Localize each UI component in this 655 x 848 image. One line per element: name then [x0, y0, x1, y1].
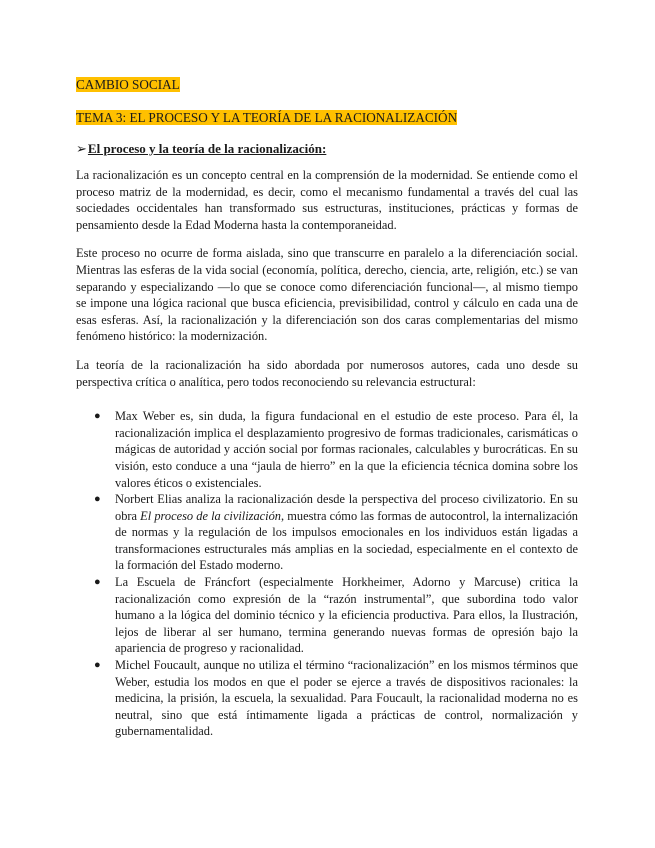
- paragraph-2: Este proceso no ocurre de forma aislada, sino que transcurre en paralelo a la diferenciación social. Mientras las esferas de la vida social (economía, política, derecho, ciencia, arte, religión, etc.) se van separando y especializando —lo que se conoce como diferenciación funcional—, al mismo tiempo se impone una lógica racional que busca eficiencia, previsibilidad, control y cálculo en cada una de esas esferas. Así, la racionalización y la diferenciación son dos caras complementarias del mismo fenómeno histórico: la modernización.: [76, 246, 578, 344]
- section-heading-text: El proceso y la teoría de la racionalización:: [87, 141, 327, 156]
- topic-title-text: TEMA 3: EL PROCESO Y LA TEORÍA DE LA RACIONALIZACIÓN: [76, 110, 458, 125]
- bullet-dot-icon: ●: [94, 576, 101, 589]
- section-heading: [76, 140, 578, 157]
- bullet-dot-icon: ●: [94, 659, 101, 672]
- bullet-dot-icon: ●: [94, 493, 101, 506]
- book-title: El proceso de la civilización: [140, 508, 281, 523]
- list-item-text-before: Norbert Elias analiza la racionalización desde la perspectiva del proceso civilizatorio. En su obra: [115, 492, 578, 523]
- list-item-text: La Escuela de Fráncfort (especialmente Horkheimer, Adorno y Marcuse) critica la racionalización como expresión de la “razón instrumental”, que subordina todo valor humano a la lógica del dominio técnico y la eficiencia productiva. Para ellos, la Ilustración, lejos de liberar al ser humano, termina generando nuevas formas de opresión bajo la apariencia de progreso y racionalidad.: [115, 575, 578, 656]
- document-page: [76, 76, 578, 740]
- bullet-dot-icon: ●: [94, 410, 101, 423]
- authors-list: [76, 408, 578, 740]
- topic-title: [76, 109, 578, 126]
- paragraph-3: La teoría de la racionalización ha sido abordada por numerosos autores, cada uno desde su perspectiva crítica o analítica, pero todos reconociendo su relevancia estructural:: [76, 357, 578, 389]
- list-item-elias: [76, 491, 578, 574]
- list-item-frankfurt: [76, 574, 578, 657]
- course-title: [76, 76, 578, 93]
- arrow-bullet-icon: ➢: [76, 141, 87, 156]
- course-title-text: CAMBIO SOCIAL: [76, 77, 180, 92]
- list-item-text: Michel Foucault, aunque no utiliza el término “racionalización” en los mismos términos que Weber, estudia los modos en que el poder se ejerce a través de dispositivos racionales: la medicina, la prisión, la escuela, la sexualidad. Para Foucault, la racionalidad moderna no es neutral, sino que está íntimamente ligada a prácticas de control, normalización y gubernamentalidad.: [115, 658, 578, 739]
- list-item-foucault: [76, 657, 578, 740]
- paragraph-1: La racionalización es un concepto central en la comprensión de la modernidad. Se entiende como el proceso matriz de la modernidad, es decir, como el mecanismo fundamental a través del cual las sociedades occidentales han transformado sus estructuras, instituciones, prácticas y formas de pensamiento desde la Edad Moderna hasta la contemporaneidad.: [76, 168, 578, 232]
- list-item-text-after: , muestra cómo las formas de autocontrol, la internalización de normas y la regulación de los impulsos emocionales en los individuos están ligadas a transformaciones estructurales más amplias en la sociedad, especialmente en el contexto de la formación del Estado moderno.: [115, 508, 578, 573]
- list-item-weber: [76, 408, 578, 491]
- list-item-text: Max Weber es, sin duda, la figura fundacional en el estudio de este proceso. Para él, la racionalización implica el desplazamiento progresivo de formas tradicionales, carismáticas o mágicas de autoridad y acción social por formas racionales, calculables y burocráticas. En su visión, esto conduce a una “jaula de hierro” en la que la eficiencia técnica domina sobre los valores éticos o existenciales.: [115, 409, 578, 490]
